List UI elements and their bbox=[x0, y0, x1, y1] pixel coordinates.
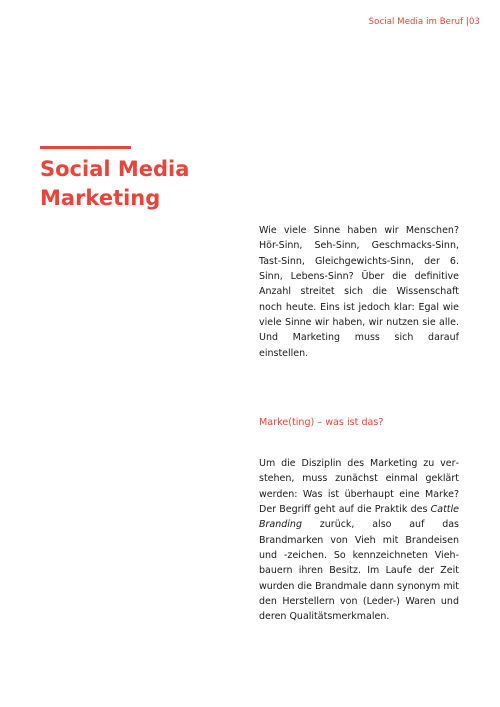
section-heading: Marke(ting) – was ist das? bbox=[259, 417, 384, 428]
section-paragraph bbox=[259, 456, 459, 625]
running-header bbox=[369, 17, 480, 27]
section-text-emphasis: Cattle Branding bbox=[259, 504, 459, 531]
section-text-before: Um die Disziplin des Marketing zu verstehen, muss zunächst einmal geklärt werden: Was ist überhaupt eine Marke? Der Begriff geht auf die Praktik des bbox=[259, 458, 459, 516]
intro-paragraph: Wie viele Sinne haben wir Menschen? Hör-Sinn, Seh-Sinn, Geschmacks-Sinn, Tast-Sinn, Gleichgewichts-Sinn, der 6. Sinn, Lebens-Sinn? Über die definitive Anzahl streitet sich die Wissenschaft noch heute. Eins ist jedoch klar: Egal wie viele Sinne wir haben, wir nutzen sie alle. Und Marketing muss sich darauf einstellen. bbox=[259, 225, 459, 359]
section-text-after: zurück, also auf das Brandmarken von Vieh mit Brandeisen und -zeichen. So kennzeichneten Viehbauern ihren Besitz. Im Laufe der Zeit wurden die Brandmale dann synonym mit den Herstellern von (Leder-) Waren und deren Qualitätsmerkmalen. bbox=[259, 519, 459, 623]
page-title bbox=[40, 155, 189, 213]
page-title-line-1: Social Media bbox=[40, 157, 190, 181]
running-title: Social Media im Beruf bbox=[368, 17, 464, 27]
header-separator: | bbox=[466, 17, 469, 27]
page-number: 03 bbox=[468, 17, 480, 27]
page-title-line-2: Marketing bbox=[40, 186, 161, 210]
title-accent-rule bbox=[40, 146, 131, 149]
